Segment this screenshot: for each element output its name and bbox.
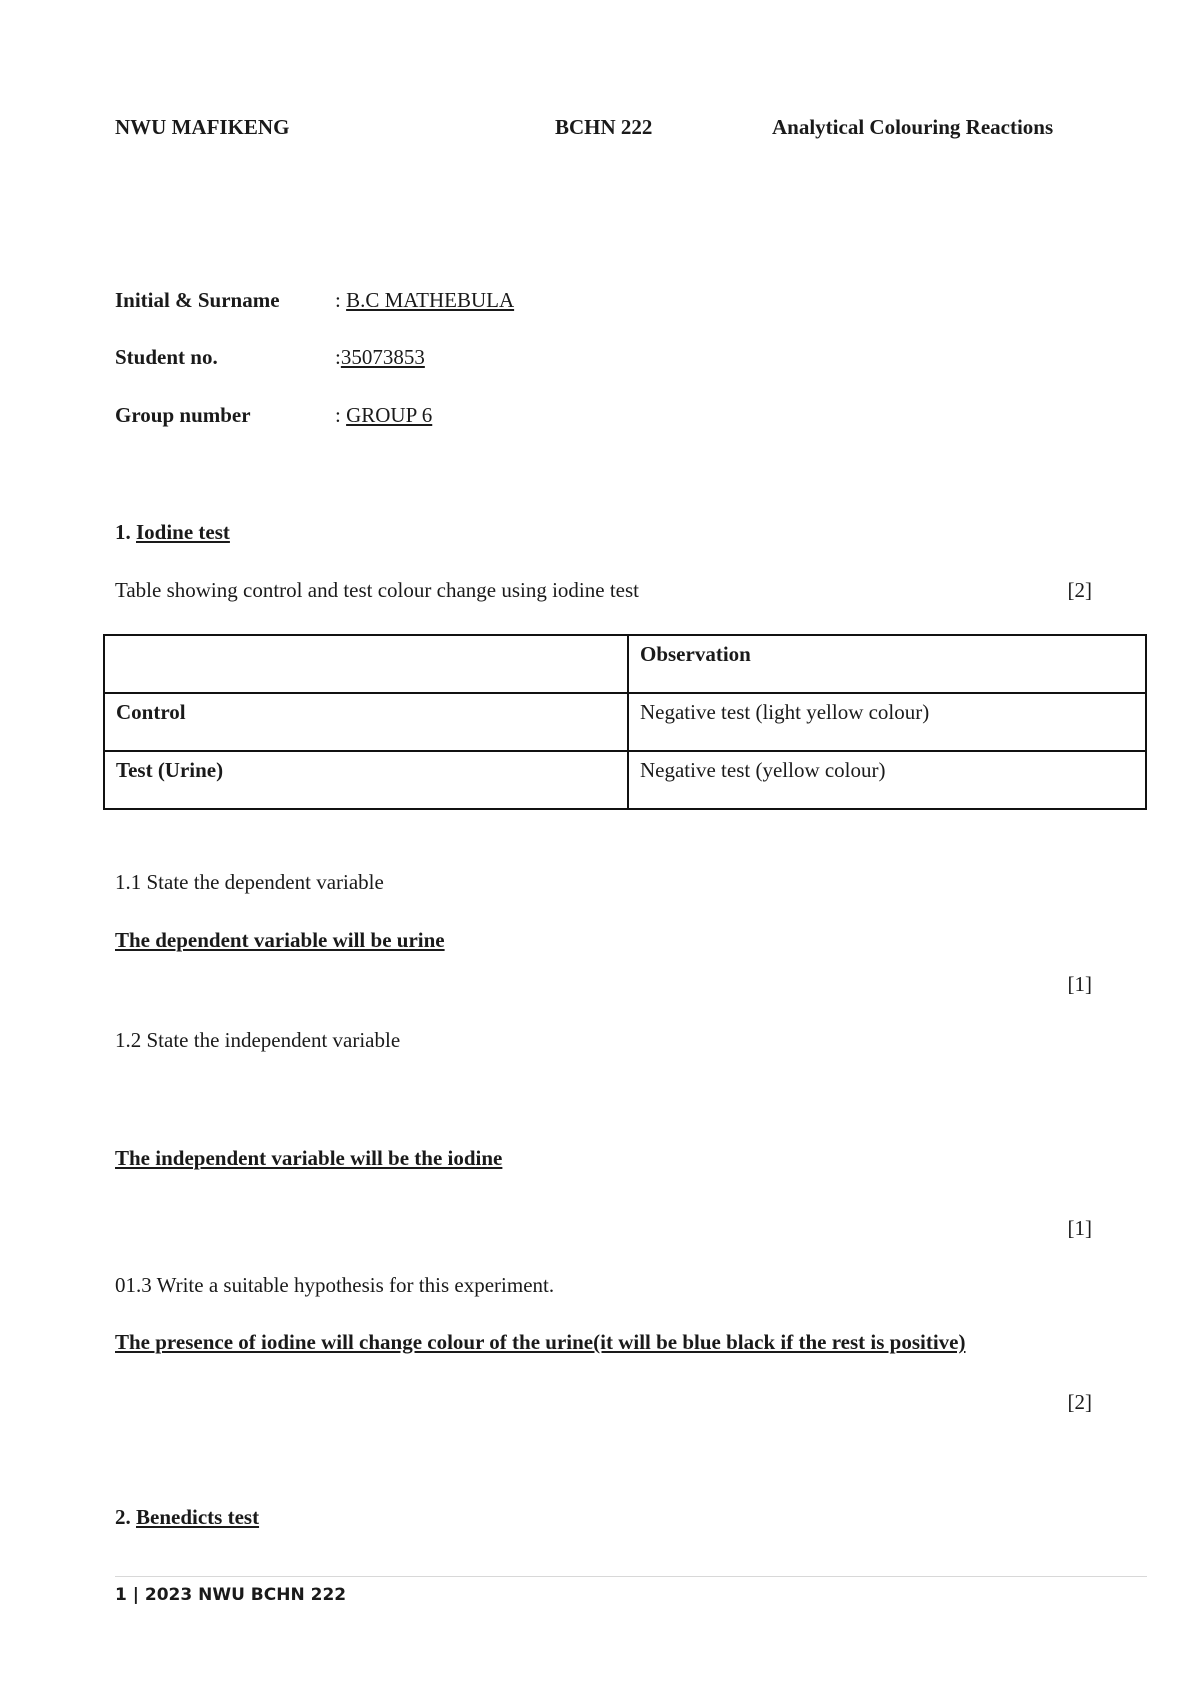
observation-table (103, 634, 1147, 810)
answer-1-3: The presence of iodine will change colour of the urine(it will be blue black if the rest is positive) (115, 1330, 966, 1354)
table-row-value: Negative test (yellow colour) (628, 751, 1146, 809)
table-row (104, 751, 1146, 809)
section-2-heading: 2. Benedicts test (115, 1505, 260, 1529)
table-caption-mark: [2] (1067, 578, 1092, 602)
mark-1-3: [2] (1067, 1390, 1092, 1414)
question-1-2: 1.2 State the independent variable (115, 1028, 401, 1052)
answer-1-1: The dependent variable will be urine (115, 928, 445, 952)
table-header-observation: Observation (628, 635, 1146, 693)
page-footer: 1 | 2023 NWU BCHN 222 (115, 1585, 347, 1605)
mark-1-2: [1] (1067, 1216, 1092, 1240)
table-row-label: Test (Urine) (104, 751, 628, 809)
name-field: : B.C MATHEBULA (335, 288, 515, 312)
student-number-value: 35073853 (340, 345, 425, 369)
group-number-field: : GROUP 6 (335, 403, 433, 427)
table-row-value: Negative test (light yellow colour) (628, 693, 1146, 751)
name-label: Initial & Surname (115, 288, 280, 312)
mark-1-1: [1] (1067, 972, 1092, 996)
header-practical-title: Analytical Colouring Reactions (772, 115, 1054, 139)
answer-1-2: The independent variable will be the iodine (115, 1146, 503, 1170)
section-2-title: Benedicts test (136, 1505, 260, 1529)
header-course-code: BCHN 222 (555, 115, 653, 139)
question-1-3: 01.3 Write a suitable hypothesis for this experiment. (115, 1273, 555, 1297)
section-1-heading: 1. Iodine test (115, 520, 230, 544)
question-1-1: 1.1 State the dependent variable (115, 870, 384, 894)
group-number-label: Group number (115, 403, 251, 427)
group-number-value: GROUP 6 (346, 403, 433, 427)
student-number-label: Student no. (115, 345, 218, 369)
table-caption: Table showing control and test colour change using iodine test (115, 578, 639, 602)
section-1-title: Iodine test (136, 520, 230, 544)
footer-divider (115, 1576, 1147, 1577)
name-value: B.C MATHEBULA (346, 288, 515, 312)
student-number-field: :35073853 (335, 345, 425, 369)
header-institution: NWU MAFIKENG (115, 115, 290, 139)
table-row (104, 693, 1146, 751)
table-header-blank (104, 635, 628, 693)
table-row-label: Control (104, 693, 628, 751)
table-header-row (104, 635, 1146, 693)
